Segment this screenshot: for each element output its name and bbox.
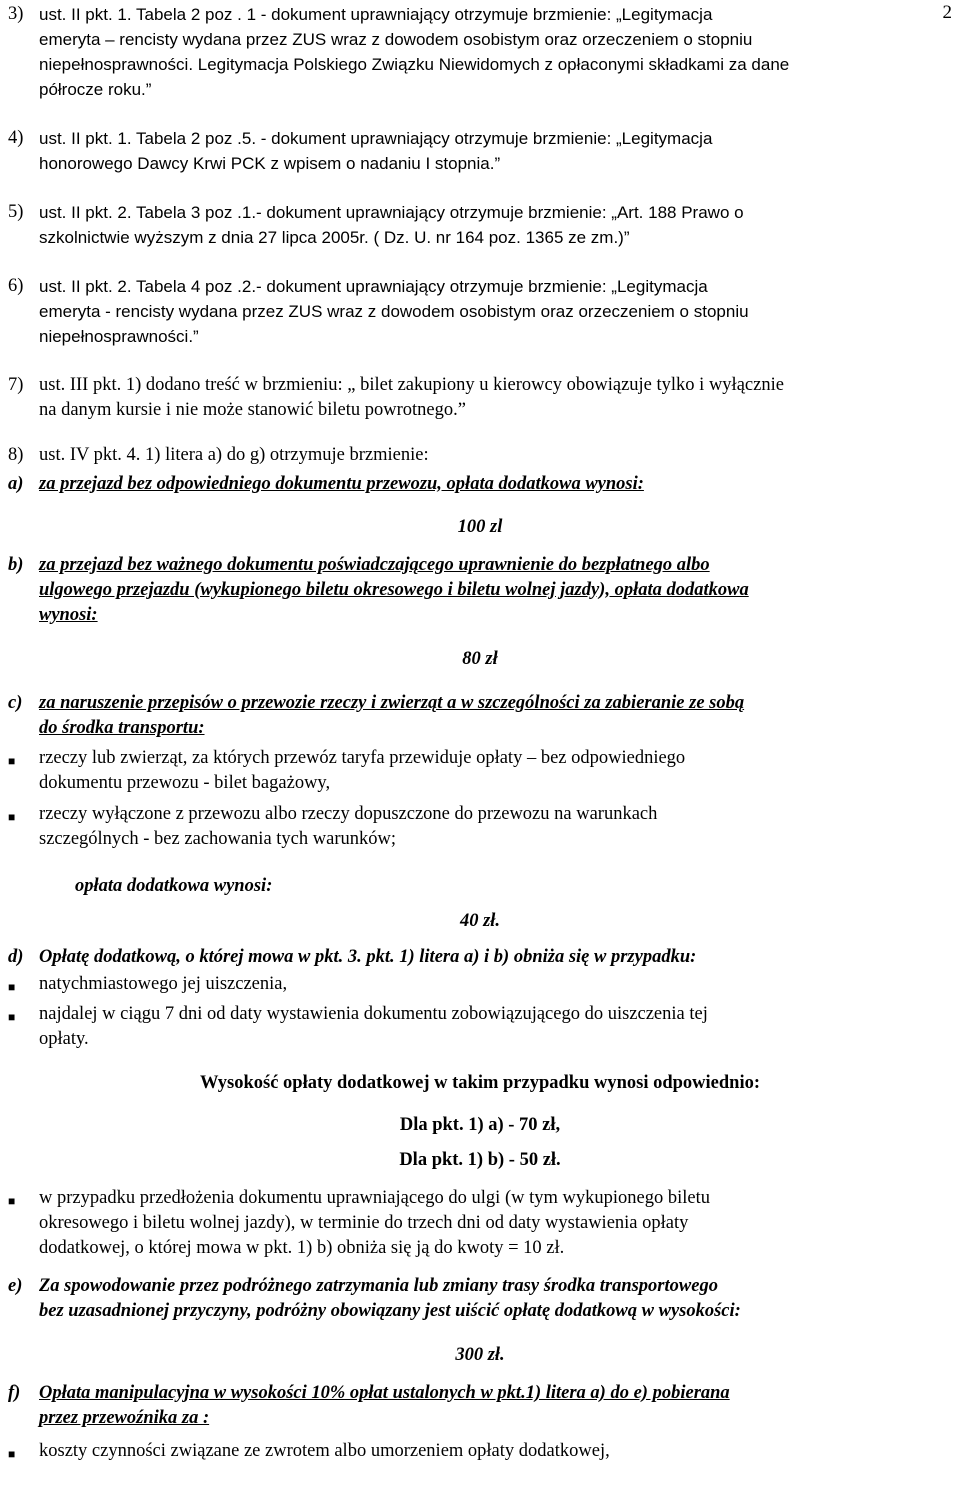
list-item: ■ w przypadku przedłożenia dokumentu uprawniającego do ulgi (w tym wykupionego biletu okresowego i biletu wolnej jazdy), w terminie do trzech dni od daty wystawienia opłaty dodatkowej, o której mowa w pkt. 1) b) obniża się ją do kwoty = 10 zł. [8,1186,952,1261]
list-item: 6) ust. II pkt. 2. Tabela 4 poz .2.- dokument uprawniający otrzymuje brzmienie: „Legitymacja emeryta - rencisty wydana przez ZUS wraz z dowodem osobistym oraz orzeczeniem o stopniu niepełnosprawności.” [8,276,749,346]
square-bullet-icon: ■ [8,980,16,994]
square-bullet-icon: ■ [8,1447,16,1461]
document-body [8,2,952,1467]
list-item: 7) ust. III pkt. 1) dodano treść w brzmieniu: „ bilet zakupiony u kierowcy obowiązuje tylko i wyłącznie na danym kursie i nie może stanowić biletu powrotnego.” [8,375,784,420]
list-item: ■ koszty czynności związane ze zwrotem albo umorzeniem opłaty dodatkowej, [8,1439,952,1467]
square-bullet-icon: ■ [8,754,16,768]
fee-label-c: opłata dodatkowa wynosi: [75,876,273,896]
fee-amount-a: 100 zl [457,517,503,537]
fee-item-e: e) Za spowodowanie przez podróżnego zatrzymania lub zmiany trasy środka transportowego bez uzasadnionej przyczyny, podróżny obowiązany jest uiścić opłatę dodatkową w wysokości: [8,1276,741,1321]
square-bullet-icon: ■ [8,810,16,824]
list-item: 4) ust. II pkt. 1. Tabela 2 poz .5. - dokument uprawniający otrzymuje brzmienie: „Legitymacja honorowego Dawcy Krwi PCK z wpisem o nadaniu I stopnia.” [8,128,713,173]
fee-item-c: c) za naruszenie przepisów o przewozie rzeczy i zwierząt a w szczególności za zabieranie ze sobą do środka transportu: [8,693,745,738]
fee-item-f: f) Opłata manipulacyjna w wysokości 10% opłat ustalonych w pkt.1) litera a) do e) pobierana przez przewoźnika za : [8,1383,730,1428]
list-item: ■ natychmiastowego jej uiszczenia, [8,972,952,1000]
reduced-fee-line: Dla pkt. 1) b) - 50 zł. [399,1150,561,1170]
list-item: ■ najdalej w ciągu 7 dni od daty wystawienia dokumentu zobowiązującego do uiszczenia tej opłaty. [8,1002,952,1052]
fee-amount-b: 80 zł [462,649,498,669]
list-item: ■ rzeczy wyłączone z przewozu albo rzeczy dopuszczone do przewozu na warunkach szczególnych - bez zachowania tych warunków; [8,802,952,852]
page-number: 2 [942,2,952,23]
fee-item-a: a) za przejazd bez odpowiedniego dokumentu przewozu, opłata dodatkowa wynosi: [8,474,644,494]
reduced-fee-line: Dla pkt. 1) a) - 70 zł, [399,1115,561,1135]
fee-amount-c: 40 zł. [459,911,501,931]
list-item: 3) ust. II pkt. 1. Tabela 2 poz . 1 - dokument uprawniający otrzymuje brzmienie: „Legitymacja emeryta – rencisty wydana przez ZUS wraz z dowodem osobistym oraz orzeczeniem o stopniu niepełnosprawności. Legitymacja Polskiego Związku Niewidomych z opłaconymi składkami za dane półrocze roku.” [8,4,790,99]
list-item: 5) ust. II pkt. 2. Tabela 3 poz .1.- dokument uprawniający otrzymuje brzmienie: „Art. 188 Prawo o szkolnictwie wyższym z dnia 27 lipca 2005r. ( Dz. U. nr 164 poz. 1365 ze zm.)” [8,202,744,247]
square-bullet-icon: ■ [8,1194,16,1208]
fee-amount-e: 300 zł. [455,1345,505,1365]
square-bullet-icon: ■ [8,1010,16,1024]
fee-item-d: d) Opłatę dodatkową, o której mowa w pkt. 3. pkt. 1) litera a) i b) obniża się w przypadku: [8,947,697,967]
list-item: ■ rzeczy lub zwierząt, za których przewóz taryfa przewiduje opłaty – bez odpowiedniego dokumentu przewozu - bilet bagażowy, [8,746,952,796]
list-item: 8) ust. IV pkt. 4. 1) litera a) do g) otrzymuje brzmienie: [8,445,429,465]
fee-item-b: b) za przejazd bez ważnego dokumentu poświadczającego uprawnienie do bezpłatnego albo ulgowego przejazdu (wykupionego biletu okresowego i biletu wolnej jazdy), opłata dodatkowa wynosi: [8,555,749,625]
reduced-fee-heading: Wysokość opłaty dodatkowej w takim przypadku wynosi odpowiednio: [199,1073,761,1093]
